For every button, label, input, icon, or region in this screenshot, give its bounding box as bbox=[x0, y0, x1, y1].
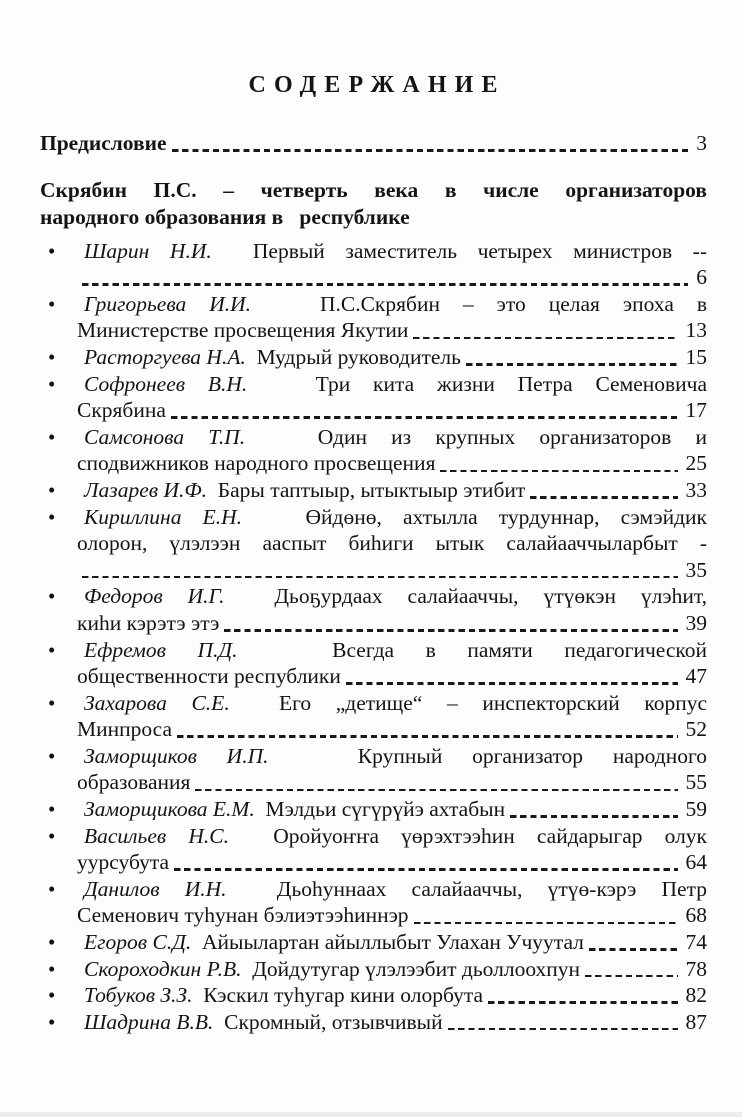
dash-leader bbox=[435, 450, 682, 477]
toc-entry bbox=[40, 956, 707, 983]
toc-entry bbox=[40, 504, 707, 584]
toc-line bbox=[77, 849, 707, 876]
page-number: 87 bbox=[685, 1009, 707, 1034]
bullet-icon: • bbox=[48, 743, 56, 768]
author-name: Заморщикова Е.М. bbox=[84, 797, 255, 822]
page-number: 3 bbox=[696, 131, 707, 155]
toc-entry-lines bbox=[77, 291, 707, 344]
bullet-icon: • bbox=[48, 238, 56, 263]
bullet-icon: • bbox=[48, 584, 56, 609]
toc-line bbox=[77, 796, 707, 823]
dash-leader bbox=[190, 769, 682, 796]
toc-entry bbox=[40, 477, 707, 504]
toc-line-text: Министерстве просвещения Якутии bbox=[77, 318, 409, 343]
toc-entry bbox=[40, 344, 707, 371]
bullet-icon: • bbox=[48, 371, 56, 396]
toc-entry bbox=[40, 424, 707, 477]
toc-line bbox=[77, 557, 707, 584]
bullet-icon: • bbox=[48, 637, 56, 662]
toc-entry bbox=[40, 637, 707, 690]
page-number: 6 bbox=[696, 265, 707, 290]
page-title: СОДЕРЖАНИЕ bbox=[248, 72, 506, 98]
toc-entry-lines bbox=[77, 637, 707, 690]
toc-line bbox=[77, 982, 707, 1009]
toc-line: Захарова С.Е. Его „детище“ – инспекторский корпус bbox=[84, 690, 707, 715]
toc-entry-lines bbox=[77, 876, 707, 929]
toc-line bbox=[77, 317, 707, 344]
toc-line-text: киһи кэрэтэ этэ bbox=[77, 610, 220, 635]
toc-entry-lines bbox=[77, 743, 707, 796]
toc-line: Васильев Н.С. Оройуоҥҥа үөрэхтээһин сайдарыгар олук bbox=[84, 823, 708, 848]
toc-line bbox=[77, 397, 707, 424]
bullet-icon: • bbox=[48, 424, 56, 449]
toc-line-text: Минпроса bbox=[77, 717, 173, 742]
bullet-icon: • bbox=[48, 797, 56, 822]
section-heading bbox=[40, 177, 707, 231]
toc-line bbox=[77, 663, 707, 690]
page-number: 74 bbox=[685, 930, 707, 955]
toc-line-text: Семенович туһунан бэлиэтээһиннэр bbox=[77, 903, 409, 928]
bullet-icon: • bbox=[48, 823, 56, 848]
page-number: 52 bbox=[685, 717, 707, 742]
toc-entry-lines bbox=[77, 371, 707, 424]
toc-entry-lines bbox=[77, 796, 707, 823]
preface-label: Предисловие bbox=[40, 131, 167, 155]
author-name: Егоров С.Д. bbox=[84, 930, 192, 955]
bullet-icon: • bbox=[48, 690, 56, 715]
toc-line-text: Лазарев И.Ф. Бары таптыыр, ытыктыыр этибит bbox=[84, 477, 526, 502]
bullet-icon: • bbox=[48, 504, 56, 529]
toc-line bbox=[77, 610, 707, 637]
dash-leader bbox=[505, 796, 682, 823]
toc-line: олорон, үлэлээн ааспыт биһиги ытык салайааччыларбыт - bbox=[77, 531, 707, 556]
toc-line-text: Заморщикова Е.М. Мэлдьи сүгүрүйэ ахтабын bbox=[84, 797, 506, 822]
dash-leader bbox=[172, 716, 682, 743]
toc-entry bbox=[40, 876, 707, 929]
toc-entry bbox=[40, 743, 707, 796]
dash-leader bbox=[525, 477, 682, 504]
toc-line bbox=[77, 264, 707, 291]
page-number: 39 bbox=[685, 610, 707, 635]
toc-line: Данилов И.Н. Дьоһуннаах салайааччы, үтүө-кэрэ Петр bbox=[84, 876, 707, 901]
page-number: 68 bbox=[685, 903, 707, 928]
author-name: Васильев Н.С. bbox=[84, 823, 229, 848]
section-heading-line: Скрябин П.С. – четверть века в числе организаторов bbox=[40, 177, 707, 202]
toc-entry-lines bbox=[77, 690, 707, 743]
author-name: Заморщиков И.П. bbox=[84, 743, 269, 768]
author-name: Кириллина Е.Н. bbox=[84, 504, 243, 529]
toc-line bbox=[77, 1009, 707, 1036]
dash-leader bbox=[341, 663, 683, 690]
dash-leader bbox=[580, 956, 682, 983]
page-number: 33 bbox=[685, 477, 707, 502]
toc-line-text: Скороходкин Р.В. Дойдутугар үлэлээбит дьоллоохпун bbox=[84, 956, 581, 981]
bullet-icon: • bbox=[48, 291, 56, 316]
toc-entry-lines bbox=[77, 424, 707, 477]
page-number: 82 bbox=[685, 983, 707, 1008]
page-number: 17 bbox=[685, 398, 707, 423]
author-name: Тобуков З.З. bbox=[84, 983, 193, 1008]
page-number: 64 bbox=[685, 850, 707, 875]
page-number: 15 bbox=[685, 344, 707, 369]
toc-line-text: сподвижников народного просвещения bbox=[77, 451, 436, 476]
dash-leader bbox=[483, 982, 682, 1009]
toc-line-text: Егоров С.Д. Айыылартан айыллыбыт Улахан Учуутал bbox=[84, 930, 584, 955]
toc-line bbox=[77, 477, 707, 504]
toc-entry-lines bbox=[77, 477, 707, 504]
toc-list bbox=[40, 238, 707, 1036]
toc-line bbox=[77, 716, 707, 743]
author-name: Шадрина В.В. bbox=[84, 1009, 214, 1034]
author-name: Самсонова Т.П. bbox=[84, 424, 246, 449]
page-number: 55 bbox=[685, 770, 707, 795]
toc-entry-lines bbox=[77, 1009, 707, 1036]
author-name: Григорьева И.И. bbox=[84, 291, 252, 316]
author-name: Расторгуева Н.А. bbox=[84, 344, 246, 369]
dash-leader bbox=[167, 130, 694, 157]
page-number: 25 bbox=[685, 451, 707, 476]
dash-leader bbox=[77, 557, 683, 584]
toc-entry bbox=[40, 291, 707, 344]
page-number: 13 bbox=[685, 318, 707, 343]
toc-line-text: уурсубута bbox=[77, 850, 170, 875]
bullet-icon: • bbox=[48, 477, 56, 502]
toc-entry bbox=[40, 982, 707, 1009]
toc-entry bbox=[40, 583, 707, 636]
scan-edge bbox=[0, 1112, 742, 1117]
toc-line-text: общественности республики bbox=[77, 664, 341, 689]
dash-leader bbox=[219, 610, 682, 637]
toc-entry bbox=[40, 823, 707, 876]
author-name: Лазарев И.Ф. bbox=[84, 477, 208, 502]
dash-leader bbox=[443, 1009, 683, 1036]
toc-entry bbox=[40, 238, 707, 291]
author-name: Данилов И.Н. bbox=[84, 876, 227, 901]
toc-line-text: Тобуков З.З. Кэскил туһугар кини олорбута bbox=[84, 983, 484, 1008]
bullet-icon: • bbox=[48, 344, 56, 369]
toc-line: Софронеев В.Н. Три кита жизни Петра Семеновича bbox=[84, 371, 708, 396]
dash-leader bbox=[461, 344, 683, 371]
author-name: Федоров И.Г. bbox=[84, 584, 225, 609]
author-name: Захарова С.Е. bbox=[84, 690, 230, 715]
toc-entry-lines bbox=[77, 823, 707, 876]
toc-entry bbox=[40, 371, 707, 424]
bullet-icon: • bbox=[48, 876, 56, 901]
toc-line: Федоров И.Г. Дьоҕурдаах салайааччы, үтүөкэн үлэһит, bbox=[84, 584, 707, 609]
toc-line-text: Шадрина В.В. Скромный, отзывчивый bbox=[84, 1009, 443, 1034]
toc-line-text: Скрябина bbox=[77, 398, 166, 423]
page-number: 47 bbox=[685, 664, 707, 689]
toc-line: Ефремов П.Д. Всегда в памяти педагогической bbox=[84, 637, 707, 662]
toc-line: Григорьева И.И. П.С.Скрябин – это целая эпоха в bbox=[84, 291, 707, 316]
toc-entry-lines bbox=[77, 982, 707, 1009]
toc-entry bbox=[40, 796, 707, 823]
bullet-icon: • bbox=[48, 930, 56, 955]
dash-leader bbox=[166, 397, 683, 424]
page-number: 59 bbox=[685, 797, 707, 822]
bullet-icon: • bbox=[48, 956, 56, 981]
toc-entry-lines bbox=[77, 238, 707, 291]
author-name: Ефремов П.Д. bbox=[84, 637, 238, 662]
section-heading-line: народного образования в республике bbox=[40, 204, 410, 229]
toc-line bbox=[77, 769, 707, 796]
dash-leader bbox=[408, 317, 682, 344]
toc-entry-lines bbox=[77, 583, 707, 636]
author-name: Шарин Н.И. bbox=[84, 238, 212, 263]
toc-line bbox=[77, 956, 707, 983]
toc-entry bbox=[40, 690, 707, 743]
toc-line: Кириллина Е.Н. Өйдөнө, ахтылла турдуннар, сэмэйдик bbox=[84, 504, 707, 529]
author-name: Скороходкин Р.В. bbox=[84, 956, 242, 981]
toc-line bbox=[77, 450, 707, 477]
toc-entry bbox=[40, 929, 707, 956]
toc-entry bbox=[40, 1009, 707, 1036]
page-number: 35 bbox=[685, 557, 707, 582]
toc-line: Шарин Н.И. Первый заместитель четырех министров -- bbox=[84, 238, 707, 263]
toc-entry-lines bbox=[77, 504, 707, 584]
bullet-icon: • bbox=[48, 983, 56, 1008]
page-number: 78 bbox=[685, 956, 707, 981]
dash-leader bbox=[169, 849, 682, 876]
dash-leader bbox=[77, 264, 693, 291]
toc-entry-lines bbox=[77, 956, 707, 983]
toc-entry-lines bbox=[77, 929, 707, 956]
preface-row bbox=[40, 130, 707, 157]
toc-line bbox=[77, 902, 707, 929]
toc-line: Заморщиков И.П. Крупный организатор народного bbox=[84, 743, 707, 768]
toc-line-text: образования bbox=[77, 770, 191, 795]
toc-line bbox=[77, 929, 707, 956]
toc-line bbox=[77, 344, 707, 371]
dash-leader bbox=[409, 902, 683, 929]
dash-leader bbox=[584, 929, 683, 956]
toc-line: Самсонова Т.П. Один из крупных организаторов и bbox=[84, 424, 707, 449]
toc-entry-lines bbox=[77, 344, 707, 371]
bullet-icon: • bbox=[48, 1009, 56, 1034]
toc-line-text: Расторгуева Н.А. Мудрый руководитель bbox=[84, 344, 461, 369]
author-name: Софронеев В.Н. bbox=[84, 371, 248, 396]
